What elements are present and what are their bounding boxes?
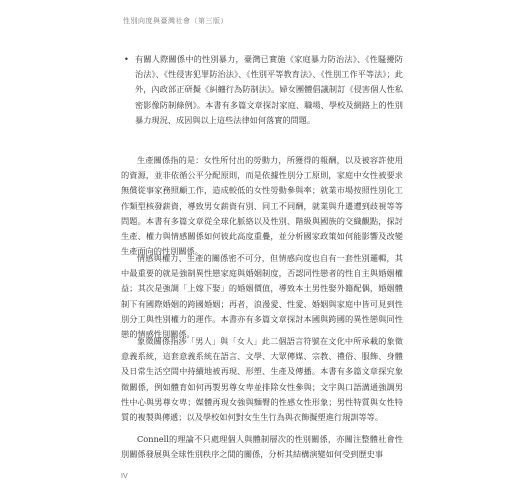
bullet-item-legislation [124, 52, 403, 128]
paragraph-connell-theory: Connell的理論不只處理個人與體制層次的性別關係，亦關注整體社會性別關係發展與全球性別秩序之間的關係，分析其結構演變如何受到歷史事 [121, 434, 403, 460]
paragraph-emotional-relations: 情感與權力、生產的關係密不可分，但情感向度也自有一套性別邏輯，其中最重要的就是強制異性戀家庭與婚姻制度，否認同性戀者的性自主與婚姻權益；其次是強調「上嫁下娶」的婚姻價值，導致本土男性娶外籍配偶，婚姻體制下有國際婚姻的跨國婚姻；再者，浪漫愛、性愛、婚姻與家庭中皆可見到性別分工與性別權力的運作。本書亦有多篇文章探討本國與跨國的異性戀與同性戀的情感性別關係。 [121, 253, 403, 340]
paragraph-symbolic-relations: 象徵關係指涉「男人」與「女人」此二個語言符號在文化中所承載的象徵意義系統，這套意義系統在語言、文學、大眾傳媒、宗教、禮俗、服飾、身體及日常生活空間中持續地被再現、形塑、生產及傳播。本書有多篇文章探究象徵關係，例如體育如何再製男尊女卑並排除女性參與；文字與口語溝通強調男性中心與男尊女卑；媒體再現女強與麵臀的性感女性形象；男性特質與女性特質的複製與傳遞；以及學校如何對女生生行為與衣飾擬塑進行規訓等等。 [121, 336, 403, 423]
paragraph-production-relations: 生產關係指的是：女性所付出的勞動力，所獲得的報酬，以及被容許使用的資源，並非依循公平分配原則，而是依據性別分工原則，家庭中女性被要求無償從事家務照顧工作，造成較低的女性勞動參與率；就業市場按照性別化工作類型核發薪資，導致男女薪資有別、同工不同酬，就業與升遷遭到歧視等等問題。本書有多篇文章從全球化脈絡以及性別、階級與國族的交織觀點，探討生產、權力與情感關係如何彼此高度重疊，並分析國家政策如何能影響及改變生產面向的性別關係。 [121, 155, 403, 257]
bullet-marker: • [124, 54, 129, 64]
page-number: IV [121, 473, 128, 480]
bullet-text: 有關人際關係中的性別暴力，臺灣已實施《家庭暴力防治法》、《性騷擾防治法》、《性侵害犯罪防治法》、《性別平等教育法》、《性別工作平等法》；此外，內政部正研擬《糾纏行為防制法》。婦女團體倡議制訂《侵害個人性私密影像防制條例》。本書有多篇文章探討家庭、職場、學校及網路上的性別暴力現況、成因與以上這些法律如何落實的問題。 [135, 54, 403, 125]
running-header: 性別向度與臺灣社會（第三版） [123, 17, 228, 25]
